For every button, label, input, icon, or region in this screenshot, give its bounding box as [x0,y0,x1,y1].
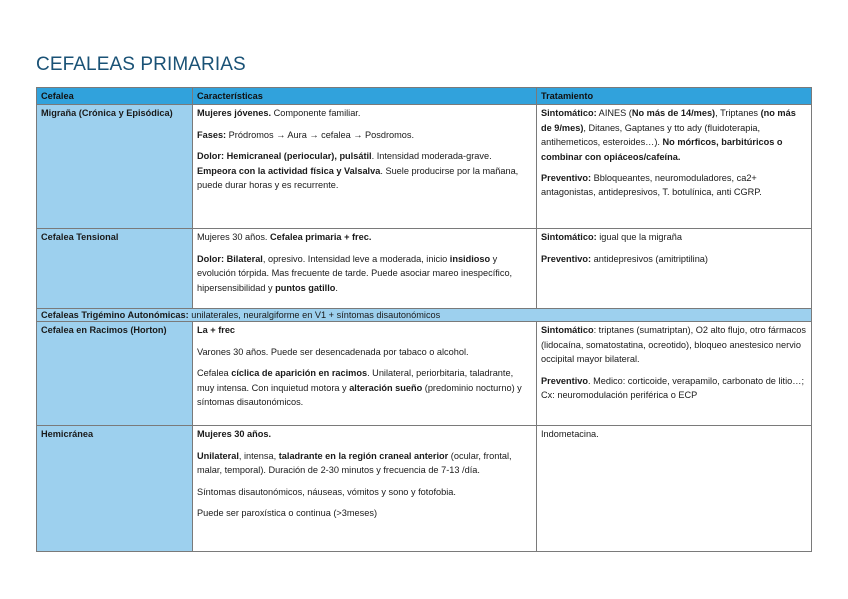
page-title: CEFALEAS PRIMARIAS [36,54,246,75]
text-bold: Sintomático: [541,108,597,119]
text: , intensa, [238,450,279,461]
table-row [37,105,812,229]
text: Mujeres 30 años. [197,232,271,243]
text-bold: Cefaleas Trigémino Autonómicas: [41,310,189,321]
cefaleas-table [36,87,812,552]
text: Varones 30 años. Puede ser desencadenada por tabaco o alcohol. [197,346,469,357]
text-bold: Cefalea primaria + frec. [270,232,372,243]
text-bold: No mórficos, barbitúricos o combinar con opiáceos/cafeína. [541,137,783,162]
row-name-tensional: Cefalea Tensional [37,229,193,309]
text-bold: No más de 14/mes) [631,108,716,119]
text: , Triptanes [715,108,761,119]
caracteristicas-migrana [193,105,537,229]
caracteristicas-racimos [193,322,537,426]
text-bold: Preventivo: [541,173,592,184]
table-header-row [37,88,812,105]
text: Pródromos → Aura → cefalea → Posdromos. [226,129,415,140]
text-bold: alteración sueño [349,382,423,393]
tratamiento-migrana [537,105,812,229]
text-bold: puntos gatillo [275,282,336,293]
text: (ocular, frontal, malar, temporal). Duración de 2-30 minutos y frecuencia de 7-13 /día. [197,450,512,476]
text: . Medico: corticoide, verapamilo, carbonato de litio…; Cx: neuromodulación periférica o ECP [541,375,804,401]
text: . Intensidad moderada-grave. [371,151,492,162]
text-bold: taladrante en la región craneal anterior [278,450,449,461]
text: AINES ( [596,108,632,119]
text-bold: Mujeres jóvenes. [197,108,272,119]
table-section-row [37,309,812,322]
caracteristicas-hemicranea [193,426,537,552]
header-caracteristicas: Características [193,88,537,105]
table-row [37,229,812,309]
text: Componente familiar. [271,108,361,119]
text: , opresivo. Intensidad leve a moderada, inicio [262,253,450,264]
text-bold: Unilateral [197,450,239,461]
text: Puede ser paroxística o continua (>3meses) [197,508,378,519]
text-bold: insidioso [449,253,491,264]
caracteristicas-tensional [193,229,537,309]
text-bold: cíclica de aparición en racimos [231,368,368,379]
row-name-racimos: Cefalea en Racimos (Horton) [37,322,193,426]
text-bold: Empeora con la actividad física y Valsalva [197,165,381,176]
text-bold: Dolor: Hemicraneal (periocular), pulsátil [197,151,372,162]
section-trigemino-autonomicas [37,309,812,322]
text: . Unilateral, periorbitaria, taladrante, muy intensa. Con inquietud motora y [197,368,514,393]
text: Síntomas disautonómicos, náuseas, vómitos y sono y fotofobia. [197,486,456,497]
header-cefalea: Cefalea [37,88,193,105]
text: y evolución tórpida. Mas frecuente de tarde. Puede asociar mareo inespecífico, hipersensibilidad y [197,253,513,293]
text-bold: Preventivo [541,375,588,386]
text-bold: Sintomático: [541,232,597,243]
text-bold: Fases: [197,129,227,140]
tratamiento-tensional [537,229,812,309]
text: unilaterales, neuralgiforme en V1 + síntomas disautonómicos [188,310,441,321]
text: . [335,282,338,293]
tratamiento-hemicranea [537,426,812,552]
text: . Suele producirse por la mañana, puede durar horas y es recurrente. [197,165,519,191]
text-bold: (no más de 9/mes) [541,108,796,133]
tratamiento-racimos [537,322,812,426]
text-bold: Preventivo: [541,253,592,264]
text: : triptanes (sumatriptan), O2 alto flujo, otro fármacos (lidocaína, somatostatina, ocreotido), bloqueo anestesico nervio occipital mayor bilateral. [541,325,806,365]
row-name-hemicranea: Hemicránea [37,426,193,552]
text: antidepresivos (amitriptilina) [591,253,708,264]
text: Bbloqueantes, neuromoduladores, ca2+ antagonistas, antidepresivos, T. botulínica, anti CGRP. [541,173,762,198]
text-bold: Dolor: Bilateral [197,253,263,264]
text: igual que la migraña [596,232,682,243]
text: Cefalea [197,368,232,379]
text-bold: La + frec [197,325,236,336]
table-row [37,426,812,552]
text-bold: Sintomático [541,325,594,336]
text: , Ditanes, Gaptanes y tto ady (fluidoterapia, antihemeticos, esteroides…). [541,122,761,148]
table-row [37,322,812,426]
text: Indometacina. [541,429,599,440]
text-bold: Mujeres 30 años. [197,429,272,440]
row-name-migrana: Migraña (Crónica y Episódica) [37,105,193,229]
header-tratamiento: Tratamiento [537,88,812,105]
text: (predominio nocturno) y síntomas disautonómicos. [197,382,522,408]
